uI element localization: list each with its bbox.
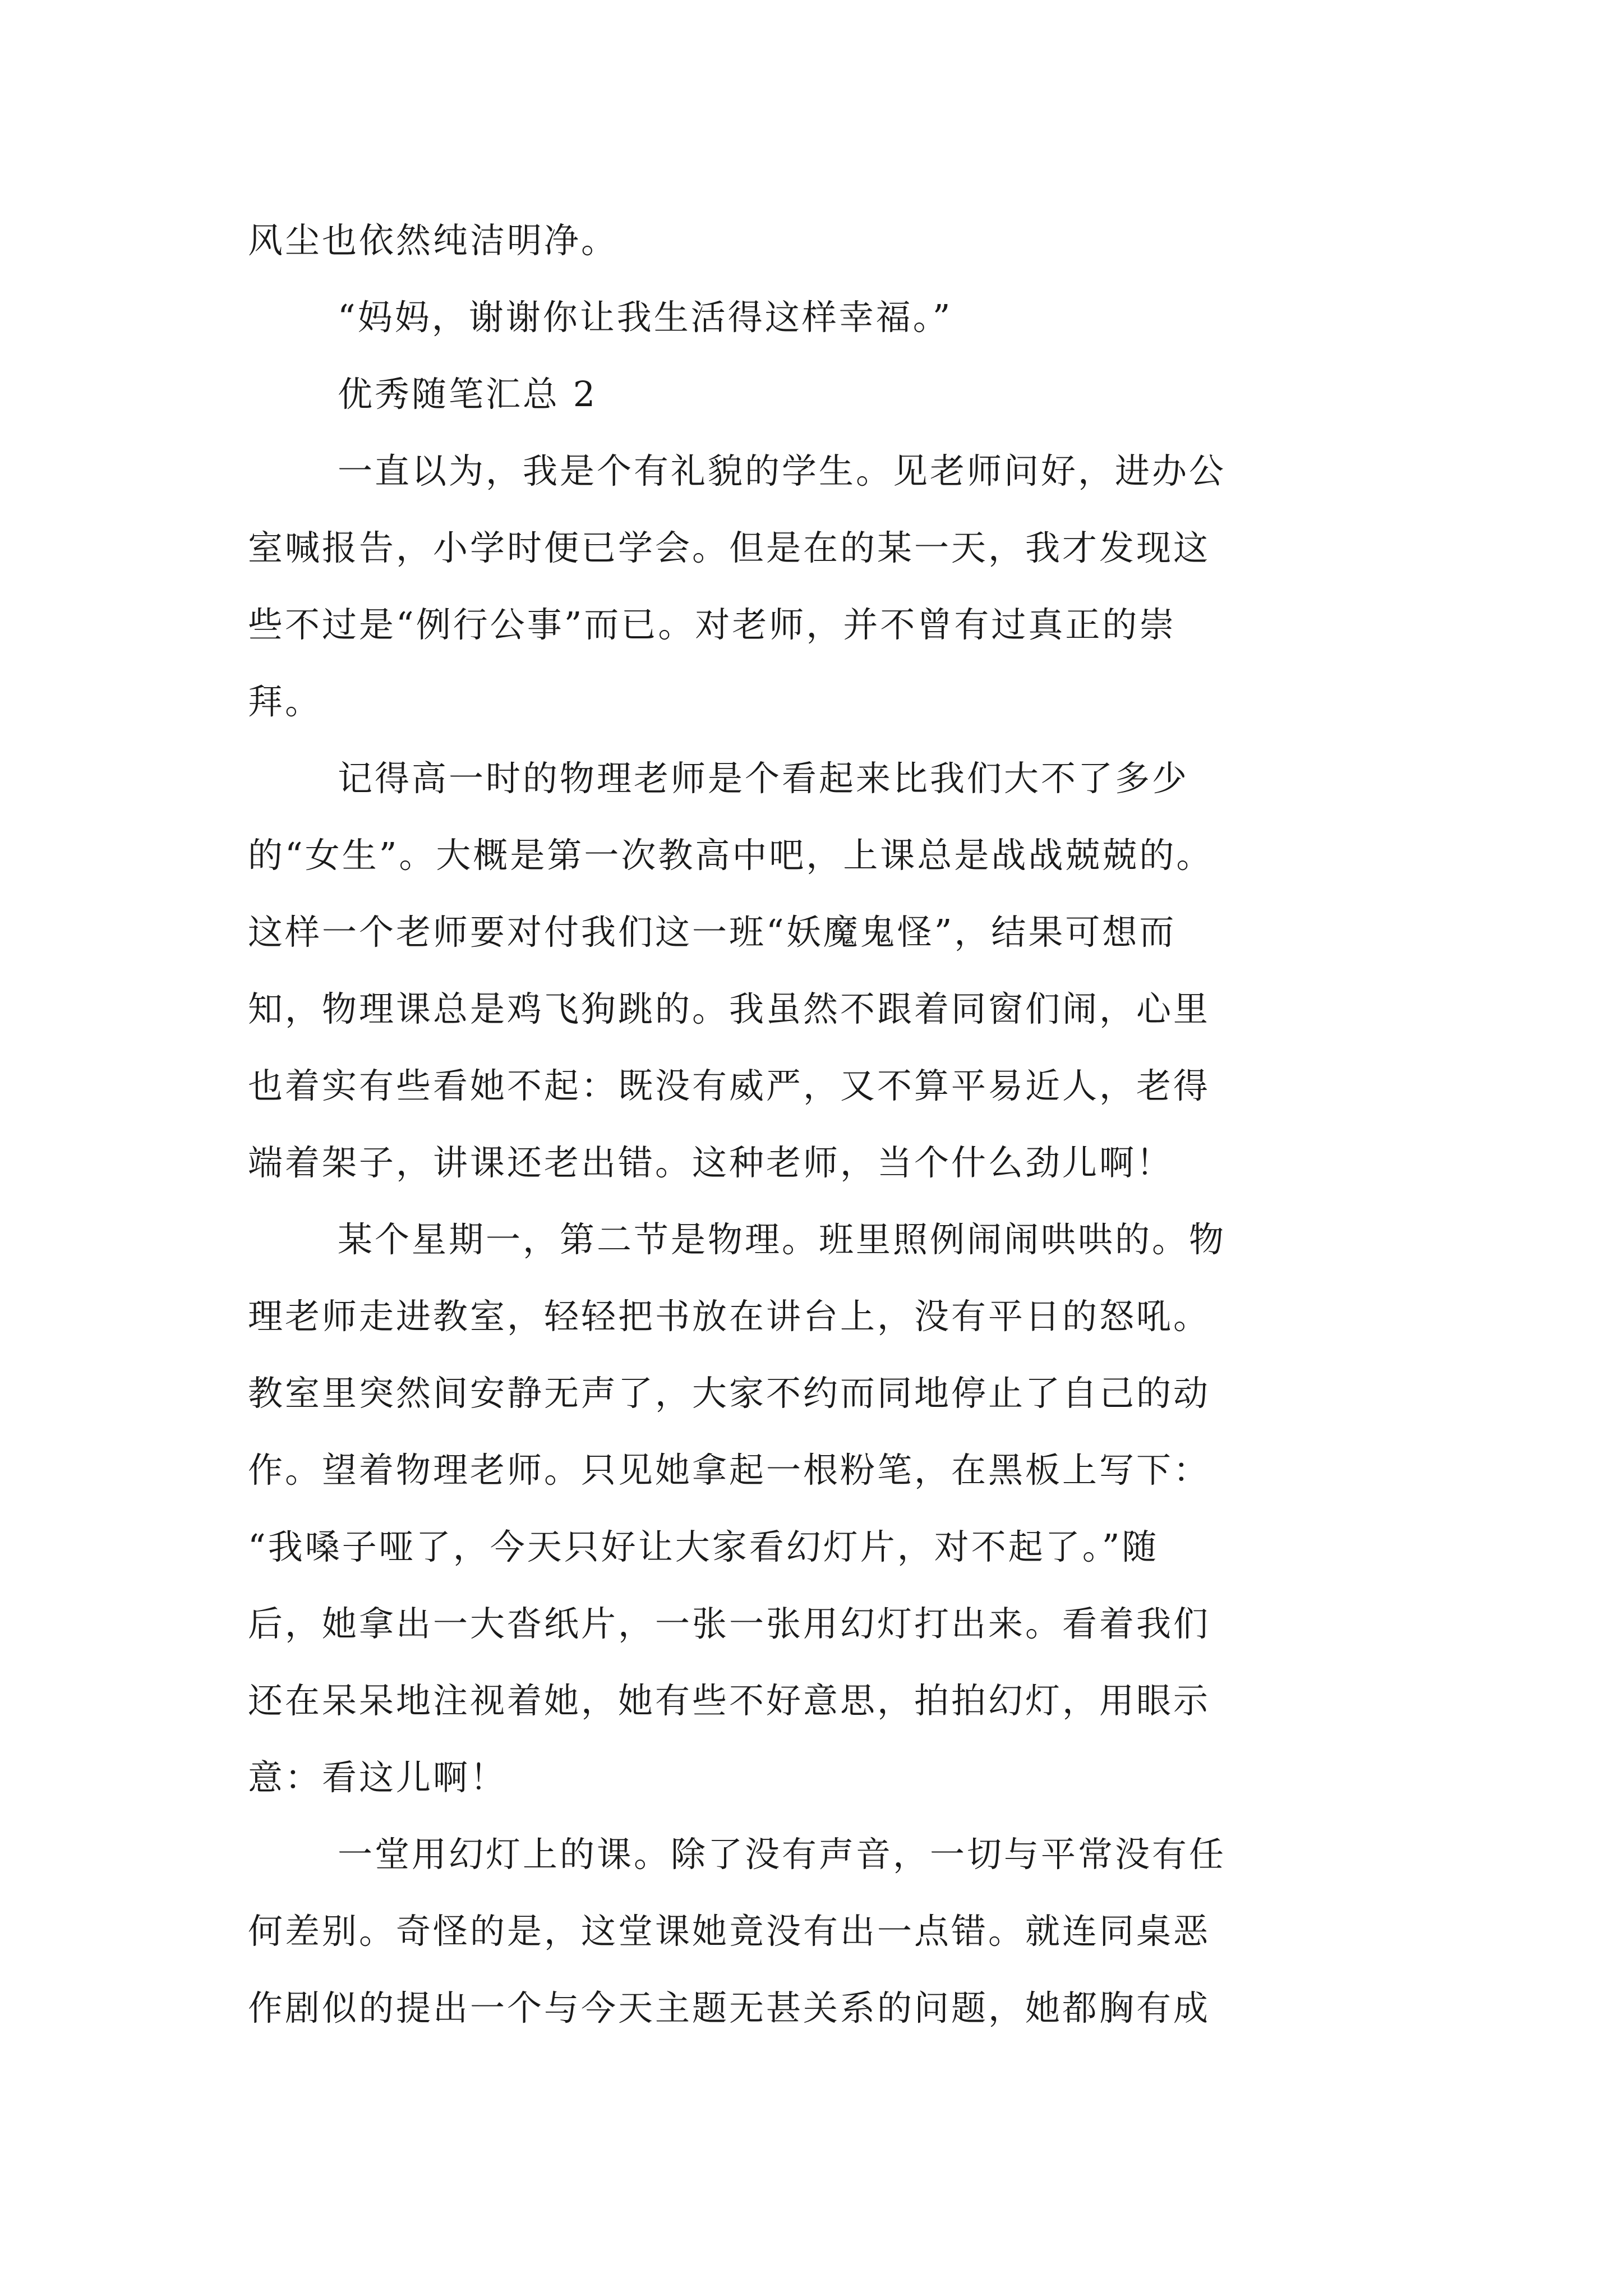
paragraph-line: 理老师走进教室，轻轻把书放在讲台上，没有平日的怒吼。 — [248, 1296, 1211, 1337]
paragraph-line: 的“女生”。大概是第一次教高中吧，上课总是战战兢兢的。 — [248, 835, 1214, 876]
paragraph-line: 后，她拿出一大沓纸片，一张一张用幻灯打出来。看着我们 — [248, 1603, 1211, 1644]
paragraph-line: 记得高一时的物理老师是个看起来比我们大不了多少 — [338, 758, 1189, 799]
paragraph-line: 也着实有些看她不起：既没有威严，又不算平易近人，老得 — [248, 1065, 1211, 1106]
paragraph-line: 风尘也依然纯洁明净。 — [248, 220, 619, 261]
section-title: 优秀随笔汇总 2 — [338, 374, 598, 415]
paragraph-line: 作。望着物理老师。只见她拿起一根粉笔，在黑板上写下： — [248, 1450, 1211, 1490]
paragraph-line: 一堂用幻灯上的课。除了没有声音，一切与平常没有任 — [338, 1834, 1227, 1875]
paragraph-line: 某个星期一，第二节是物理。班里照例闹闹哄哄的。物 — [338, 1219, 1227, 1260]
paragraph-line: 知，物理课总是鸡飞狗跳的。我虽然不跟着同窗们闹，心里 — [248, 988, 1211, 1029]
paragraph-line: 教室里突然间安静无声了，大家不约而同地停止了自己的动 — [248, 1373, 1211, 1414]
paragraph-line: 拜。 — [248, 681, 322, 722]
document-body — [248, 202, 1398, 2046]
paragraph-line: 何差别。奇怪的是，这堂课她竟没有出一点错。就连同桌恶 — [248, 1911, 1211, 1952]
paragraph-line: “我嗓子哑了，今天只好让大家看幻灯片，对不起了。”随 — [248, 1526, 1159, 1567]
paragraph-line: 这样一个老师要对付我们这一班“妖魔鬼怪”，结果可想而 — [248, 912, 1177, 953]
paragraph-line: 作剧似的提出一个与今天主题无甚关系的问题，她都胸有成 — [248, 1987, 1211, 2028]
paragraph-line: 一直以为，我是个有礼貌的学生。见老师问好，进办公 — [338, 450, 1227, 491]
paragraph-line: 还在呆呆地注视着她，她有些不好意思，拍拍幻灯，用眼示 — [248, 1680, 1211, 1721]
quote-line: “妈妈，谢谢你让我生活得这样幸福。” — [338, 297, 953, 338]
paragraph-line: 室喊报告，小学时便已学会。但是在的某一天，我才发现这 — [248, 527, 1211, 568]
paragraph-line: 些不过是“例行公事”而已。对老师，并不曾有过真正的崇 — [248, 604, 1177, 645]
paragraph-line: 意：看这儿啊！ — [248, 1757, 508, 1798]
paragraph-line: 端着架子，讲课还老出错。这种老师，当个什么劲儿啊！ — [248, 1142, 1174, 1183]
